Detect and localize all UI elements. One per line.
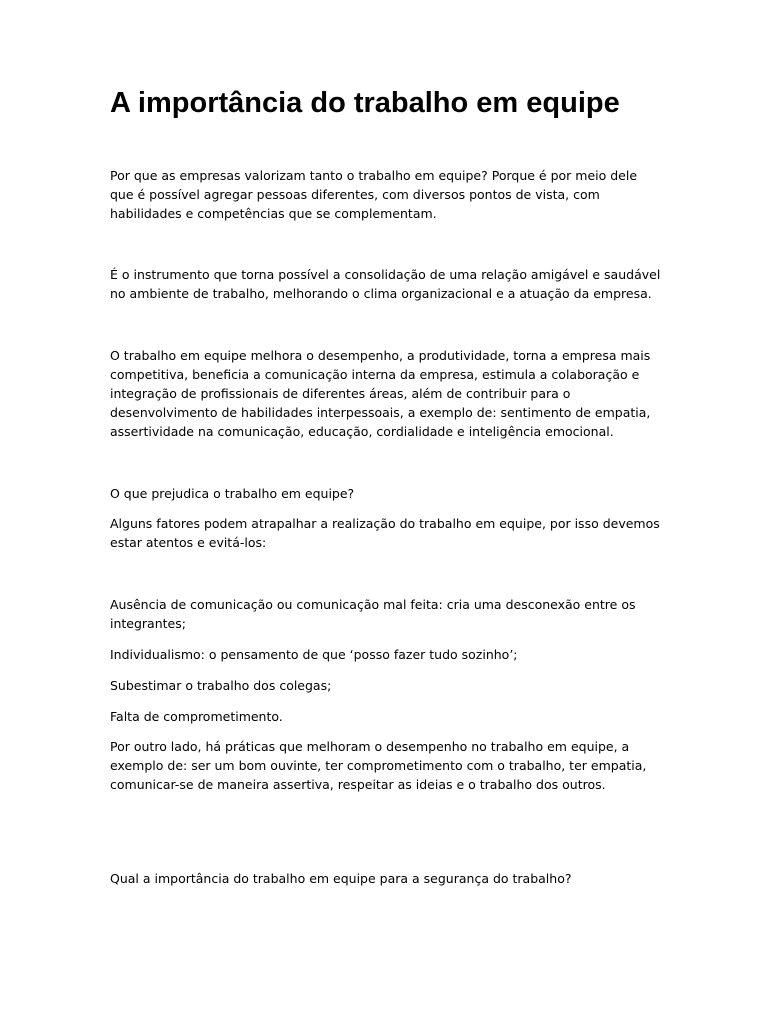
paragraph-question-safety: Qual a importância do trabalho em equipe para a segurança do trabalho? xyxy=(110,871,572,886)
paragraph-benefits: O trabalho em equipe melhora o desempenho, a produtividade, torna a empresa mais competitiva, beneficia a comunicação interna da empresa, estimula a colaboração e integração de profissionais de diferentes áreas, além de contribuir para o desenvolvimento de habilidades interpessoais, a exemplo de: sentimento de empatia, assertividade na comunicação, educação, cordialidade e inteligência emocional. xyxy=(110,348,651,439)
paragraph-good-practices: Por outro lado, há práticas que melhoram o desempenho no trabalho em equipe, a exemplo de: ser um bom ouvinte, ter comprometimento com o trabalho, ter empatia, comunicar-se de maneira assertiva, respeitar as ideias e o trabalho dos outros. xyxy=(110,739,647,792)
paragraph-intro: Por que as empresas valorizam tanto o trabalho em equipe? Porque é por meio dele que é possível agregar pessoas diferentes, com diversos pontos de vista, com habilidades e competências que se complementam. xyxy=(110,168,638,221)
paragraph-item-individualism: Individualismo: o pensamento de que ‘posso fazer tudo sozinho’; xyxy=(110,647,518,662)
paragraph-item-underestimate: Subestimar o trabalho dos colegas; xyxy=(110,678,332,693)
paragraph-item-communication: Ausência de comunicação ou comunicação mal feita: cria uma desconexão entre os integrantes; xyxy=(110,597,636,631)
paragraph-item-commitment: Falta de comprometimento. xyxy=(110,709,283,724)
paragraph-instrument: É o instrumento que torna possível a consolidação de uma relação amigável e saudável no ambiente de trabalho, melhorando o clima organizacional e a atuação da empresa. xyxy=(110,267,661,301)
paragraph-factors: Alguns fatores podem atrapalhar a realização do trabalho em equipe, por isso devemos estar atentos e evitá-los: xyxy=(110,516,660,550)
paragraph-question-harm: O que prejudica o trabalho em equipe? xyxy=(110,486,355,501)
document-title: A importância do trabalho em equipe xyxy=(110,87,620,119)
